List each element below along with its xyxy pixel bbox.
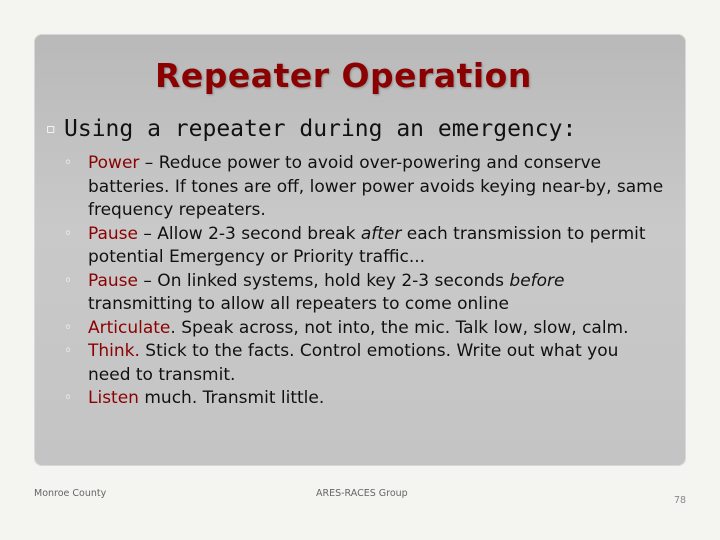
list-item [64, 340, 664, 387]
list-item-text [88, 223, 664, 270]
list-item [64, 152, 664, 223]
bullet-icon: ▫ [46, 121, 56, 137]
footer-group: ARES-RACES Group [316, 488, 408, 499]
slide-title: Repeater Operation [155, 56, 532, 95]
heading-text: Using a repeater during an emergency: [64, 116, 577, 142]
item-keyword: Articulate [88, 317, 171, 338]
item-text: – Allow 2-3 second break [138, 223, 361, 244]
item-emphasis: after [360, 223, 402, 244]
list-item-text [88, 152, 664, 223]
sub-bullet-icon: ◦ [64, 272, 73, 289]
sub-bullet-icon: ◦ [64, 319, 73, 336]
list-item-text [88, 387, 664, 411]
item-keyword: Think. [88, 341, 140, 361]
item-keyword: Pause [88, 223, 138, 244]
item-text: each transmission to permit potential Emergency or Priority traffic... [88, 223, 646, 267]
item-keyword: Pause [88, 270, 138, 291]
page-number: 78 [674, 495, 687, 506]
bullet-list [64, 152, 664, 411]
item-keyword: Power [88, 153, 140, 173]
list-item [64, 223, 664, 270]
list-item [64, 387, 664, 411]
list-item [64, 317, 664, 341]
list-item-text [88, 340, 664, 387]
item-text: much. Transmit little. [138, 388, 325, 408]
list-item [64, 270, 664, 317]
sub-bullet-icon: ◦ [64, 343, 73, 359]
list-item-text [88, 270, 664, 317]
item-text: – On linked systems, hold key 2-3 seconds [138, 270, 510, 291]
list-item-text [88, 317, 664, 341]
item-text: transmitting to allow all repeaters to come online [88, 294, 509, 314]
footer-organization: Monroe County [34, 488, 107, 499]
heading-row [46, 116, 576, 142]
item-keyword: Listen [88, 388, 139, 408]
item-text: . Speak across, not into, the mic. Talk low, slow, calm. [170, 317, 629, 338]
item-emphasis: before [509, 270, 565, 291]
sub-bullet-icon: ◦ [64, 155, 73, 171]
sub-bullet-icon: ◦ [64, 225, 73, 242]
item-text: – Reduce power to avoid over-powering and conserve batteries. If tones are off, lower power avoids keying near-by, same frequency repeaters. [88, 153, 664, 220]
sub-bullet-icon: ◦ [64, 390, 73, 406]
item-text: Stick to the facts. Control emotions. Write out what you need to transmit. [88, 341, 619, 385]
